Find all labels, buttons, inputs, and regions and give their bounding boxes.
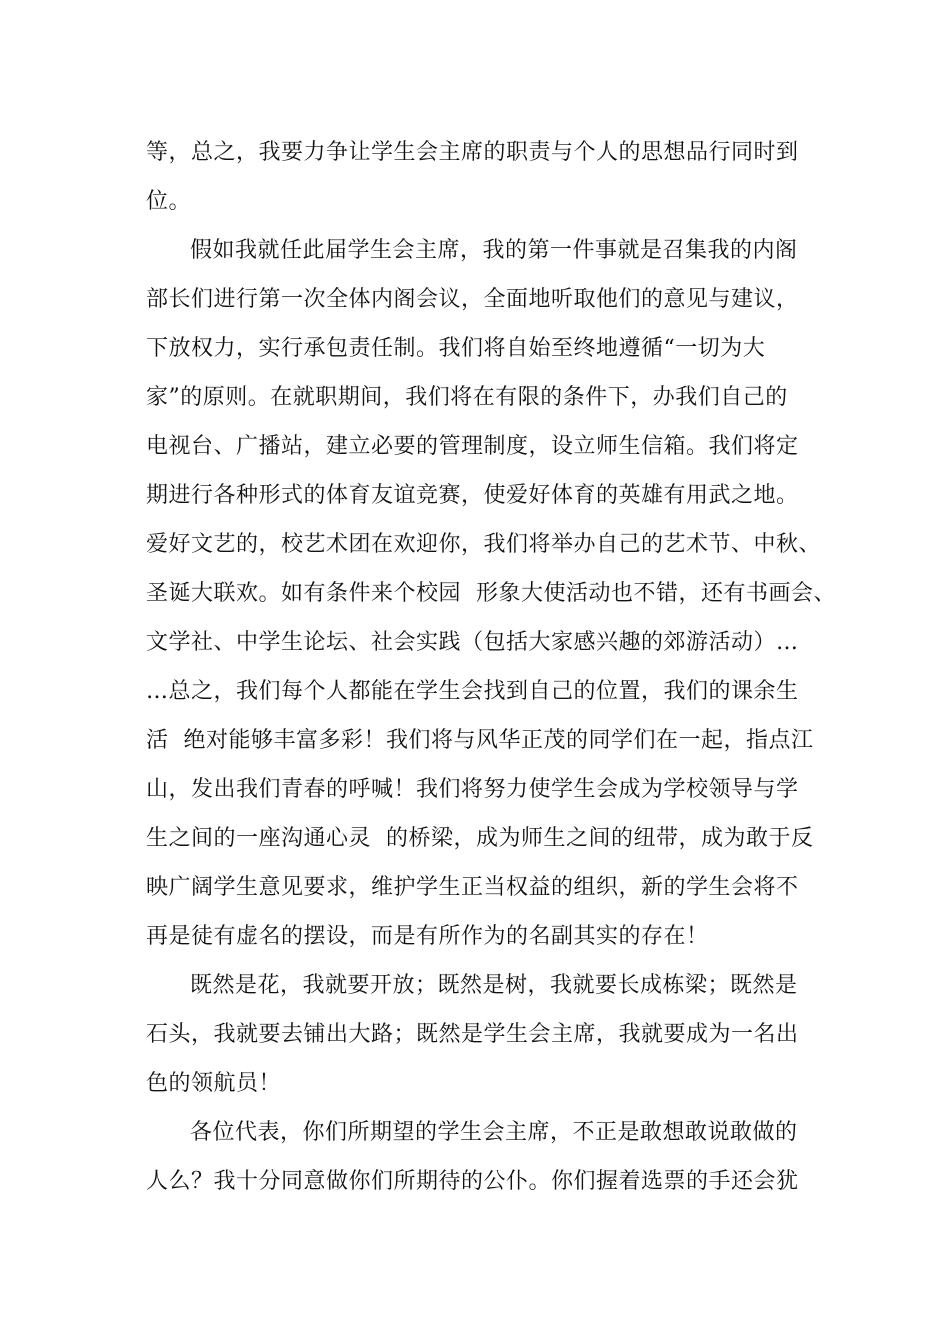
body-text xyxy=(146,128,836,1206)
text-line: 映广阔学生意见要求，维护学生正当权益的组织，新的学生会将不 xyxy=(146,875,799,900)
text-line: 圣诞大联欢。如有条件来个校园 形象大使活动也不错，还有书画会、 xyxy=(146,581,836,606)
text-line: 部长们进行第一次全体内阁会议，全面地听取他们的意见与建议， xyxy=(146,287,799,312)
text-line: 电视台、广播站，建立必要的管理制度，设立师生信箱。我们将定 xyxy=(146,434,799,459)
text-line: 活 绝对能够丰富多彩！我们将与风华正茂的同学们在一起，指点江 xyxy=(146,728,814,753)
text-line: 家”的原则。在就职期间，我们将在有限的条件下，办我们自己的 xyxy=(146,385,788,410)
text-line: 石头，我就要去铺出大路；既然是学生会主席，我就要成为一名出 xyxy=(146,1022,799,1047)
text-line: 位。 xyxy=(146,189,192,214)
text-line: 下放权力，实行承包责任制。我们将自始至终地遵循“一切为大 xyxy=(146,336,766,361)
text-line: 爱好文艺的，校艺术团在欢迎你，我们将举办自己的艺术节、中秋、 xyxy=(146,532,822,557)
text-line: 色的领航员！ xyxy=(146,1071,282,1096)
text-line: 山，发出我们青春的呼喊！我们将努力使学生会成为学校领导与学 xyxy=(146,777,799,802)
paragraph-first-line: 既然是花，我就要开放；既然是树，我就要长成栋梁；既然是 xyxy=(190,973,798,998)
text-line: 等，总之，我要力争让学生会主席的职责与个人的思想品行同时到 xyxy=(146,140,799,165)
text-line: 文学社、中学生论坛、社会实践（包括大家感兴趣的郊游活动）… xyxy=(146,630,799,655)
paragraph-first-line: 假如我就任此届学生会主席，我的第一件事就是召集我的内阁 xyxy=(190,238,798,263)
text-line: 人么？我十分同意做你们所期待的公仆。你们握着选票的手还会犹 xyxy=(146,1169,799,1194)
text-line: 生之间的一座沟通心灵 的桥梁，成为师生之间的纽带，成为敢于反 xyxy=(146,826,814,851)
paragraph-first-line: 各位代表，你们所期望的学生会主席，不正是敢想敢说敢做的 xyxy=(190,1120,798,1145)
text-line: …总之，我们每个人都能在学生会找到自己的位置，我们的课余生 xyxy=(146,679,799,704)
text-line: 再是徒有虚名的摆设，而是有所作为的名副其实的存在！ xyxy=(146,924,709,949)
text-line: 期进行各种形式的体育友谊竞赛，使爱好体育的英雄有用武之地。 xyxy=(146,483,799,508)
